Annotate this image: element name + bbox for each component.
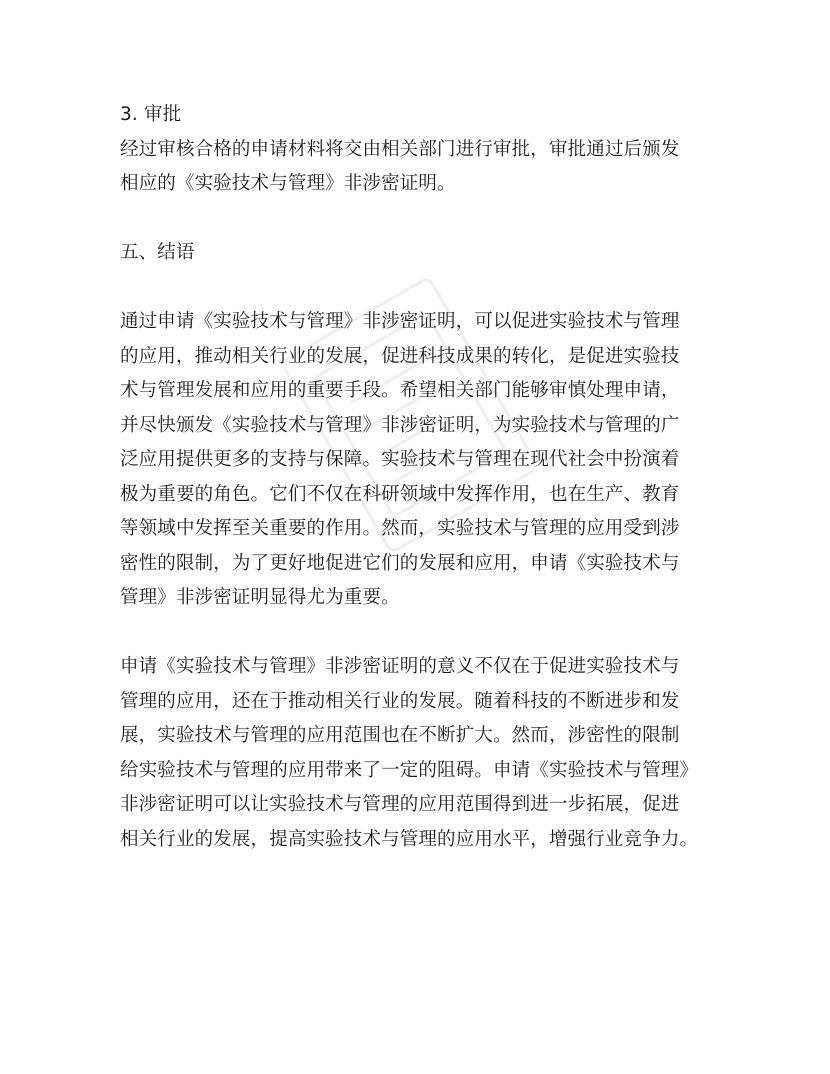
- paragraph-line: 极为重要的角色。它们不仅在科研领域中发挥作用，也在生产、教育: [120, 483, 680, 505]
- paragraph-line: 给实验技术与管理的应用带来了一定的阻碍。申请《实验技术与管理》: [120, 759, 699, 781]
- paragraph-line: 泛应用提供更多的支持与保障。实验技术与管理在现代社会中扮演着: [120, 449, 680, 470]
- paragraph-spacer: [120, 271, 720, 306]
- paragraph-line: 非涉密证明可以让实验技术与管理的应用范围得到进一步拓展，促进: [120, 794, 680, 815]
- paragraph-line: 通过申请《实验技术与管理》非涉密证明，可以促进实验技术与管理: [120, 311, 680, 332]
- document-body: [120, 98, 720, 857]
- paragraph-line: 密性的限制，为了更好地促进它们的发展和应用，申请《实验技术与: [120, 552, 680, 574]
- section-heading-conclusion: 五、结语: [120, 242, 195, 263]
- paragraph-line: 展，实验技术与管理的应用范围也在不断扩大。然而，涉密性的限制: [120, 725, 680, 746]
- paragraph-line: 等领域中发挥至关重要的作用。然而，实验技术与管理的应用受到涉: [120, 518, 680, 539]
- paragraph-line: 管理》非涉密证明显得尤为重要。: [120, 587, 400, 608]
- paragraph-line: 的应用，推动相关行业的发展，促进科技成果的转化，是促进实验技: [120, 345, 680, 367]
- paragraph-line: 并尽快颁发《实验技术与管理》非涉密证明，为实验技术与管理的广: [120, 414, 680, 436]
- paragraph-line: 相应的《实验技术与管理》非涉密证明。: [120, 173, 456, 194]
- paragraph-spacer: [120, 616, 720, 651]
- section-heading-approval: 3. 审批: [120, 104, 182, 125]
- paragraph-line: 经过审核合格的申请材料将交由相关部门进行审批，审批通过后颁发: [120, 138, 680, 160]
- paragraph-line: 术与管理发展和应用的重要手段。希望相关部门能够审慎处理申请，: [120, 380, 680, 401]
- paragraph-line: 相关行业的发展，提高实验技术与管理的应用水平，增强行业竞争力。: [120, 828, 699, 850]
- paragraph-line: 管理的应用，还在于推动相关行业的发展。随着科技的不断进步和发: [120, 690, 680, 712]
- paragraph-spacer: [120, 202, 720, 237]
- paragraph-line: 申请《实验技术与管理》非涉密证明的意义不仅在于促进实验技术与: [120, 656, 680, 677]
